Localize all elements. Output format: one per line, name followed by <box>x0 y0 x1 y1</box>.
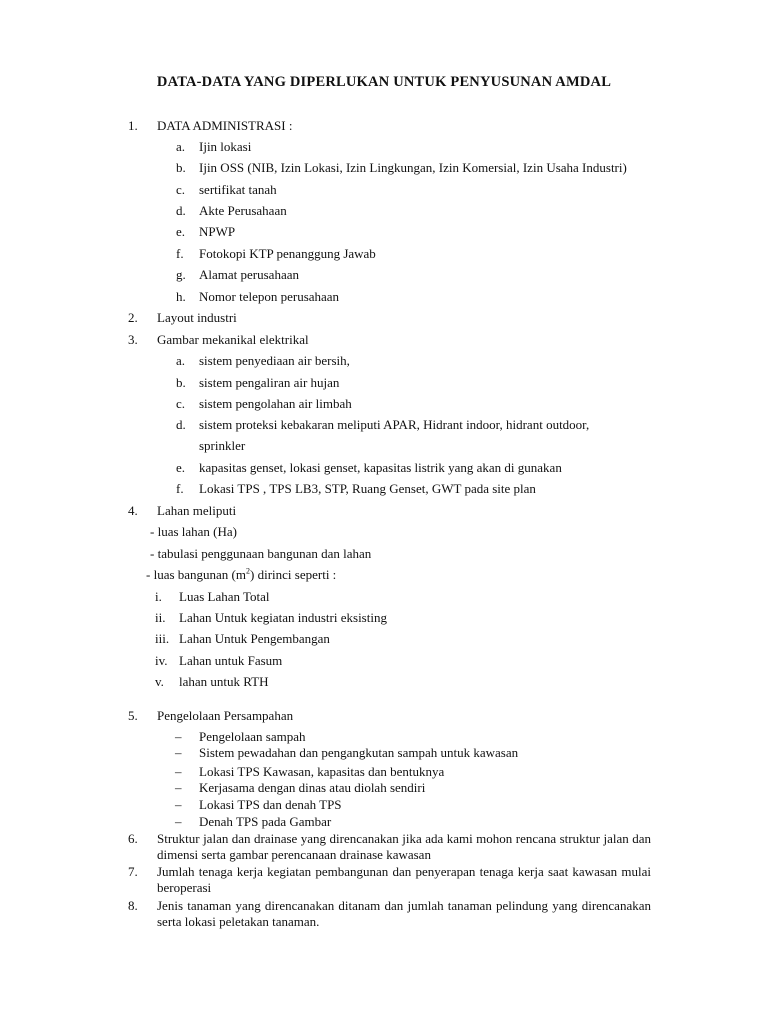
list-item: Sistem pewadahan dan pengangkutan sampah untuk kawasan <box>199 745 519 760</box>
roman-marker: iii. <box>155 631 170 646</box>
dash-marker: – <box>175 780 182 795</box>
section-1-heading: DATA ADMINISTRASI : <box>157 118 293 133</box>
section-8-text: Jenis tanaman yang direncanakan ditanam dan jumlah tanaman pelindung yang direncanakan serta lokasi peletakan tanaman. <box>157 898 651 929</box>
list-marker: d. <box>176 203 186 218</box>
list-item: Ijin OSS (NIB, Izin Lokasi, Izin Lingkungan, Izin Komersial, Izin Usaha Industri) <box>199 160 627 175</box>
list-marker: a. <box>176 353 186 368</box>
list-item: Ijin lokasi <box>199 139 252 154</box>
list-item: Pengelolaan sampah <box>199 729 306 744</box>
section-4-heading: Lahan meliputi <box>157 503 237 518</box>
list-marker: g. <box>176 267 186 282</box>
section-2-heading: Layout industri <box>157 310 237 325</box>
roman-marker: v. <box>155 674 164 689</box>
section-3-number: 3. <box>128 332 138 347</box>
section-2-number: 2. <box>128 310 138 325</box>
list-item: sertifikat tanah <box>199 182 277 197</box>
list-item: Denah TPS pada Gambar <box>199 814 332 829</box>
list-marker: c. <box>176 396 186 411</box>
list-marker: a. <box>176 139 186 154</box>
dash-marker: – <box>175 797 182 812</box>
dash-marker: – <box>175 745 182 760</box>
section-5-number: 5. <box>128 708 138 723</box>
section-7-number: 7. <box>128 864 138 879</box>
list-marker: c. <box>176 182 186 197</box>
list-marker: b. <box>176 160 186 175</box>
list-item: Fotokopi KTP penanggung Jawab <box>199 246 376 261</box>
list-marker: f. <box>176 246 184 261</box>
dash-marker: – <box>175 764 182 779</box>
list-marker: e. <box>176 460 186 475</box>
dash-marker: – <box>175 814 182 829</box>
dash-item: - luas lahan (Ha) <box>150 524 237 539</box>
section-4-number: 4. <box>128 503 138 518</box>
list-marker: d. <box>176 417 186 432</box>
section-8-number: 8. <box>128 898 138 913</box>
list-item: NPWP <box>199 224 236 239</box>
list-item: Alamat perusahaan <box>199 267 299 282</box>
list-item: sistem pengaliran air hujan <box>199 375 340 390</box>
dash-marker: – <box>175 729 182 744</box>
list-item: Akte Perusahaan <box>199 203 287 218</box>
list-item: sistem pengolahan air limbah <box>199 396 352 411</box>
roman-marker: i. <box>155 589 162 604</box>
section-1-number: 1. <box>128 118 138 133</box>
section-3-heading: Gambar mekanikal elektrikal <box>157 332 309 347</box>
section-6-text: Struktur jalan dan drainase yang direncanakan jika ada kami mohon rencana struktur jalan dan dimensi serta gambar perencanaan drainase kawasan <box>157 831 651 862</box>
list-item: sistem proteksi kebakaran meliputi APAR, Hidrant indoor, hidrant outdoor, <box>199 417 590 432</box>
list-item: Nomor telepon perusahaan <box>199 289 340 304</box>
section-5-heading: Pengelolaan Persampahan <box>157 708 294 723</box>
list-marker: h. <box>176 289 186 304</box>
roman-marker: ii. <box>155 610 166 625</box>
roman-item: Lahan Untuk kegiatan industri eksisting <box>179 610 387 625</box>
list-item: sistem penyediaan air bersih, <box>199 353 350 368</box>
roman-item: Luas Lahan Total <box>179 589 270 604</box>
list-item: Lokasi TPS Kawasan, kapasitas dan bentuknya <box>199 764 445 779</box>
section-6-number: 6. <box>128 831 138 846</box>
superscript: 2 <box>246 566 251 576</box>
list-item: Lokasi TPS , TPS LB3, STP, Ruang Genset, GWT pada site plan <box>199 481 536 496</box>
roman-item: Lahan Untuk Pengembangan <box>179 631 330 646</box>
list-marker: f. <box>176 481 184 496</box>
list-item: Lokasi TPS dan denah TPS <box>199 797 342 812</box>
section-7-text: Jumlah tenaga kerja kegiatan pembangunan dan penyerapan tenaga kerja saat kawasan mulai beroperasi <box>157 864 651 895</box>
dash-item-with-superscript: - luas bangunan $(m^2)$ dirinci seperti : <box>146 566 337 582</box>
list-marker: e. <box>176 224 186 239</box>
list-item: kapasitas genset, lokasi genset, kapasitas listrik yang akan di gunakan <box>199 460 562 475</box>
roman-marker: iv. <box>155 653 168 668</box>
roman-item: lahan untuk RTH <box>179 674 269 689</box>
roman-item: Lahan untuk Fasum <box>179 653 283 668</box>
list-marker: b. <box>176 375 186 390</box>
list-item: Kerjasama dengan dinas atau diolah sendiri <box>199 780 426 795</box>
list-item-continuation: sprinkler <box>199 438 246 453</box>
dash-item: - tabulasi penggunaan bangunan dan lahan <box>150 546 372 561</box>
document-title: DATA-DATA YANG DIPERLUKAN UNTUK PENYUSUNAN AMDAL <box>156 74 612 90</box>
